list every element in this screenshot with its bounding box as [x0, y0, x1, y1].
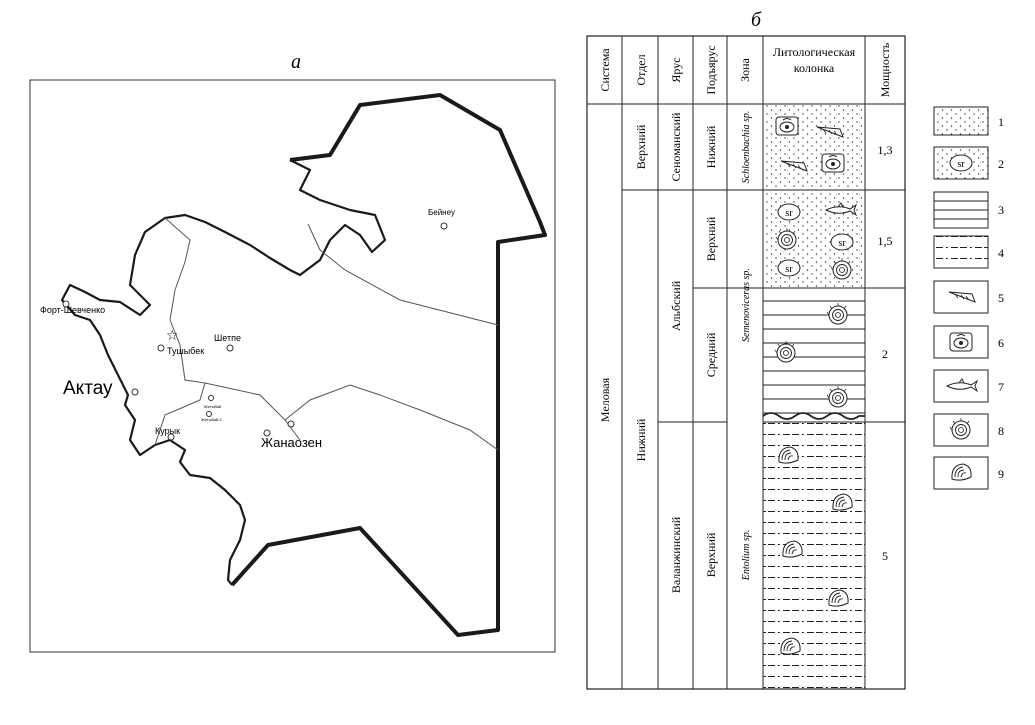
- legend-item-4: [934, 236, 1004, 268]
- city-zhanaozen: [261, 421, 322, 450]
- series-lower: Нижний: [634, 418, 648, 462]
- svg-text:9: 9: [998, 467, 1004, 481]
- series-upper: Верхний: [634, 124, 648, 170]
- legend-item-6: [934, 326, 1004, 358]
- city-zhetybay: [204, 396, 221, 410]
- legend-item-8: [934, 414, 1004, 446]
- city-label: Жанаозен: [261, 435, 323, 450]
- header-system: Система: [598, 48, 612, 92]
- map-frame: [30, 80, 555, 652]
- svg-text:2: 2: [998, 157, 1004, 171]
- header-litho-1: Литологическая: [772, 45, 856, 59]
- sr-icon: [778, 260, 800, 276]
- svg-text:1: 1: [998, 115, 1004, 129]
- header-substage: Подъярус: [704, 45, 718, 95]
- substage-upper-alb: Верхний: [704, 216, 718, 262]
- legend-item-9: [934, 457, 1004, 489]
- header-thickness: Мощность: [878, 42, 892, 98]
- star-icon: ☆: [166, 327, 179, 343]
- header-series: Отдел: [634, 54, 648, 86]
- district-line-1: [155, 218, 205, 445]
- substage-middle-alb: Средний: [704, 332, 718, 378]
- svg-text:sr: sr: [785, 264, 793, 275]
- panel-a-label: а: [291, 51, 301, 73]
- svg-text:sr: sr: [957, 159, 965, 170]
- svg-text:7: 7: [998, 380, 1004, 394]
- legend-item-2: [934, 147, 1004, 179]
- city-label: Жетыбай-2: [201, 417, 222, 422]
- shell-icon: [776, 117, 798, 135]
- city-zhetybay-2: [201, 412, 222, 423]
- city-label: Тушыбек: [167, 346, 205, 356]
- svg-text:3: 3: [998, 203, 1004, 217]
- city-label: Актау: [63, 378, 113, 399]
- sr-icon: [778, 204, 800, 220]
- stage-albian: Альбский: [669, 280, 683, 332]
- sr-icon: [831, 234, 853, 250]
- stage-cenomanian: Сеноманский: [669, 112, 683, 182]
- city-shetpe: [214, 333, 241, 351]
- city-label: Форт-Шевченко: [40, 305, 106, 315]
- strat-column: [587, 36, 905, 689]
- substage-lower-cenom: Нижний: [704, 125, 718, 169]
- map: [30, 80, 555, 652]
- city-fort-shevchenko: [40, 301, 105, 315]
- legend-item-5: [934, 281, 1004, 313]
- svg-text:sr: sr: [785, 208, 793, 219]
- district-line-3: [205, 383, 498, 450]
- substage-upper-val: Верхний: [704, 532, 718, 578]
- city-label: Шетпе: [214, 333, 241, 343]
- svg-text:5: 5: [998, 291, 1004, 305]
- zone-entolium: Entolium sp.: [741, 529, 752, 581]
- stage-valanginian: Валанжинский: [669, 516, 683, 594]
- zone-semenoviceras: Semenoviceras sp.: [741, 268, 752, 342]
- svg-text:8: 8: [998, 424, 1004, 438]
- legend-item-3: [934, 192, 1004, 228]
- city-label: Курык: [155, 426, 181, 436]
- thickness-4: 5: [882, 549, 888, 563]
- city-label: Бейнеу: [428, 208, 455, 217]
- litho-valanginian: [763, 422, 865, 689]
- zone-schloenbachia: Schloenbachia sp.: [741, 110, 752, 184]
- shell-icon: [950, 333, 972, 351]
- header-litho-2: колонка: [793, 61, 835, 75]
- thickness-1: 1,3: [877, 143, 893, 157]
- city-label: Жетыбай: [204, 404, 222, 409]
- svg-text:6: 6: [998, 336, 1004, 350]
- thickness-3: 2: [882, 347, 888, 361]
- city-tushybek: [158, 327, 204, 356]
- header-zone: Зона: [738, 58, 752, 82]
- coastline: [62, 160, 385, 585]
- district-line-2: [308, 224, 498, 325]
- svg-text:4: 4: [998, 246, 1004, 260]
- city-kuryk: [155, 426, 180, 440]
- svg-text:sr: sr: [838, 238, 846, 249]
- shell-icon: [822, 154, 844, 172]
- legend-item-1: [934, 107, 1004, 135]
- thickness-2: 1,5: [877, 234, 893, 248]
- legend: [934, 107, 1004, 489]
- header-stage: Ярус: [669, 57, 683, 83]
- legend-item-7: [934, 370, 1004, 402]
- border-thick: [232, 95, 545, 635]
- system-cretaceous: Меловая: [598, 377, 612, 423]
- panel-b-label: б: [751, 9, 762, 31]
- city-beyneu: [428, 208, 455, 229]
